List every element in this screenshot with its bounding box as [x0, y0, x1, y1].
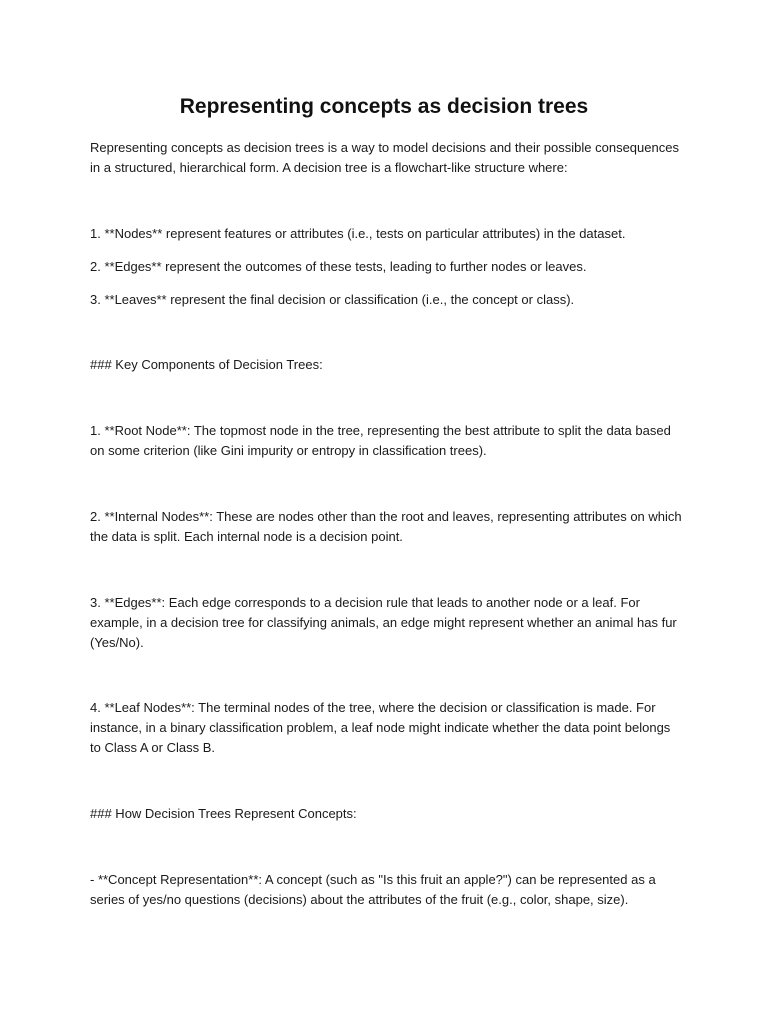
- component-leaf-nodes: 4. **Leaf Nodes**: The terminal nodes of the tree, where the decision or classification is made. For instance, in a binary classification problem, a leaf node might indicate whether the data point belongs to Class A or Class B.: [90, 700, 671, 755]
- component-edges: 3. **Edges**: Each edge corresponds to a decision rule that leads to another node or a leaf. For example, in a decision tree for classifying animals, an edge might represent whether an animal has fur (Yes/No).: [90, 595, 677, 650]
- list-item-nodes: 1. **Nodes** represent features or attributes (i.e., tests on particular attributes) in the dataset.: [90, 226, 626, 241]
- heading-represent-concepts: ### How Decision Trees Represent Concepts:: [90, 806, 357, 821]
- intro-paragraph: Representing concepts as decision trees is a way to model decisions and their possible consequences in a structured, hierarchical form. A decision tree is a flowchart-like structure where:: [90, 140, 679, 175]
- list-item-edges: 2. **Edges** represent the outcomes of these tests, leading to further nodes or leaves.: [90, 259, 587, 274]
- component-internal-nodes: 2. **Internal Nodes**: These are nodes other than the root and leaves, representing attributes on which the data is split. Each internal node is a decision point.: [90, 509, 682, 544]
- list-item-leaves: 3. **Leaves** represent the final decision or classification (i.e., the concept or class).: [90, 292, 575, 307]
- concept-representation-item: - **Concept Representation**: A concept (such as "Is this fruit an apple?") can be represented as a series of yes/no questions (decisions) about the attributes of the fruit (e.g., color, shape, size).: [90, 872, 656, 907]
- document-title: Representing concepts as decision trees: [179, 95, 589, 118]
- component-root-node: 1. **Root Node**: The topmost node in the tree, representing the best attribute to split the data based on some criterion (like Gini impurity or entropy in classification trees).: [90, 423, 671, 458]
- heading-key-components: ### Key Components of Decision Trees:: [90, 357, 323, 372]
